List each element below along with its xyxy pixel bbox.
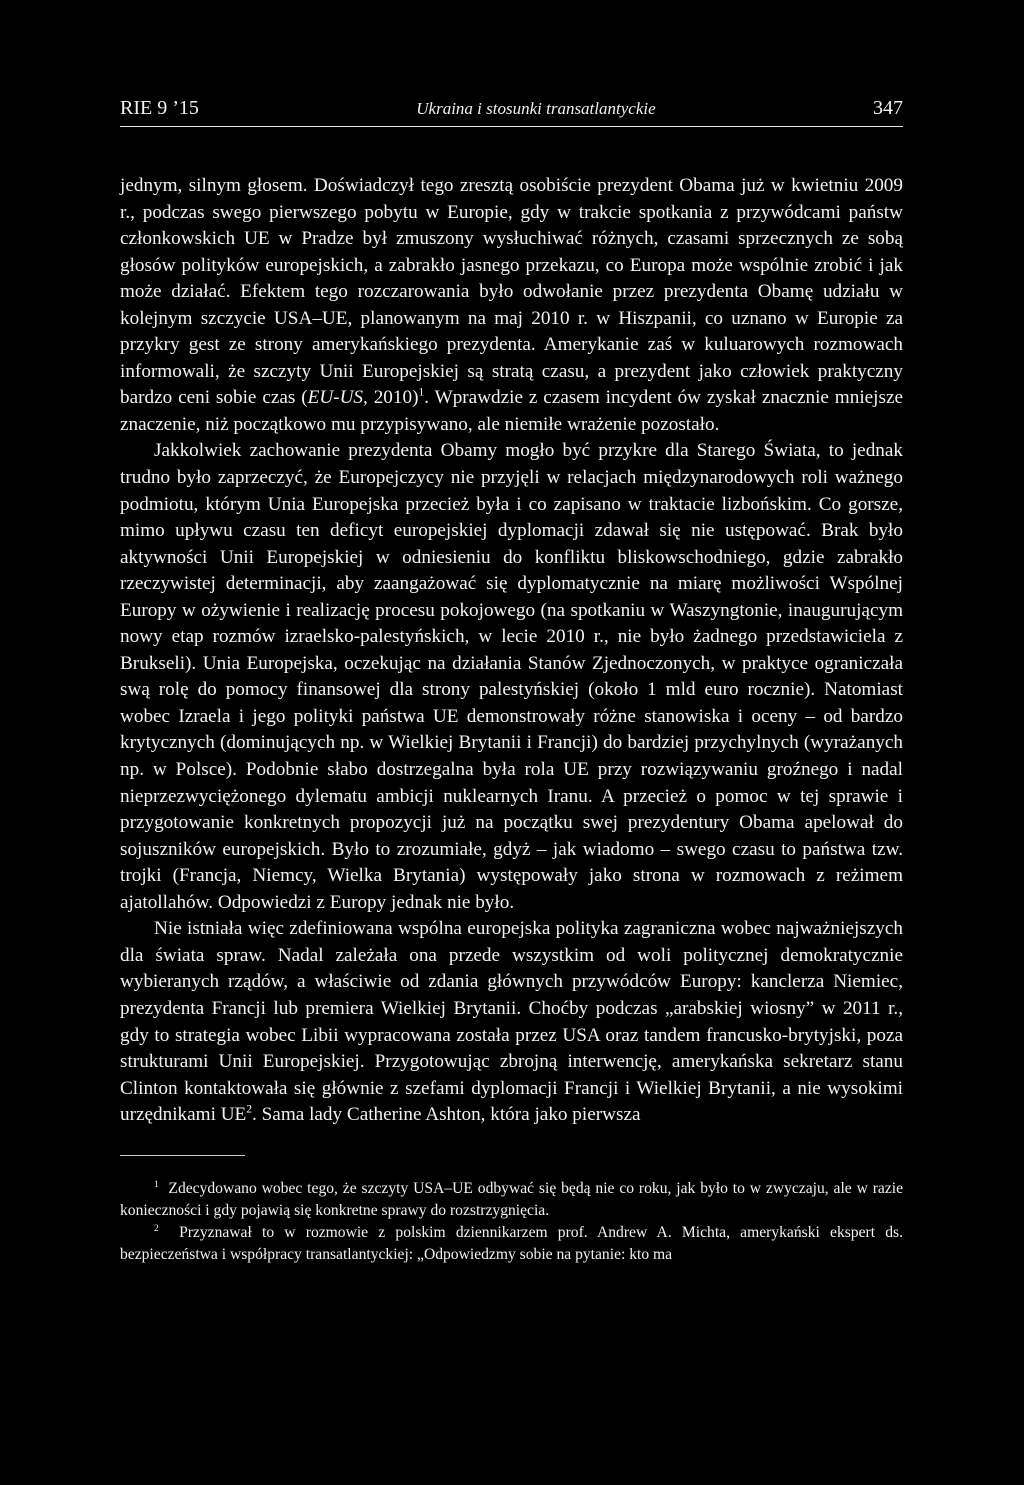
footnote-1: $^1$ Zdecydowano wobec tego, że szczyty USA–UE odbywać się będą nie co roku, jak było to w zwyczaju, ale w razie konieczności i gdy pojawią się konkretne sprawy do rozstrzygnięcia.	[120, 1179, 903, 1219]
footnote-number-1: 1	[154, 1179, 159, 1190]
running-title: Ukraina i stosunki transatlantyckie	[416, 99, 656, 118]
page-number: 347	[873, 97, 903, 119]
footnote-2: $^2$ Przyznawał to w rozmowie z polskim dziennikarzem prof. Andrew A. Michta, amerykański ekspert ds. bezpieczeństwa i współpracy transatlantyckiej: „Odpowiedzmy sobie na pytanie: kto ma	[120, 1223, 903, 1263]
footnotes	[120, 1178, 903, 1266]
running-header	[120, 96, 903, 127]
body-text	[120, 173, 903, 1129]
citation-italic: EU-US	[307, 387, 364, 409]
footnote-ref-1[interactable]: 1	[418, 386, 425, 399]
journal-issue: RIE 9 ’15	[120, 97, 199, 119]
footnote-separator	[120, 1155, 245, 1156]
paragraph-1: jednym, silnym głosem. Doświadczył tego zresztą osobiście prezydent Obama już w kwietniu 2009 r., podczas swego pierwszego pobytu w Europie, gdy w trakcie spotkania z przywódcami państw członkowskich UE w Pradze był zmuszony wysłuchiwać różnych, czasami sprzecznych ze sobą głosów polityków europejskich, a zabrakło jasnego przekazu, co Europa może wspólnie zrobić i jak może działać. Efektem tego rozczarowania było odwołanie przez prezydenta Obamę udziału w kolejnym szczycie USA–UE, planowanym na maj 2010 r. w Hiszpanii, co uznano w Europie za przykry gest ze strony amerykańskiego prezydenta. Amerykanie zaś w kuluarowych rozmowach informowali, że szczyty Unii Europejskiej są stratą czasu, a prezydent jako człowiek praktyczny bardzo ceni sobie czas (EU-US, 2010)$^1$. Wprawdzie z czasem incydent ów zyskał znacznie mniejsze znaczenie, niż początkowo mu przypisywano, ale niemiłe wrażenie pozostało.	[120, 175, 903, 435]
paragraph-2: Jakkolwiek zachowanie prezydenta Obamy mogło być przykre dla Starego Świata, to jednak trudno było zaprzeczyć, że Europejczycy nie przyjęli w relacjach międzynarodowych roli ważnego podmiotu, którym Unia Europejska przecież była i co zapisano w traktacie lizbońskim. Co gorsze, mimo upływu czasu ten deficyt europejskiej dyplomacji zdawał się nie ustępować. Brak było aktywności Unii Europejskiej w odniesieniu do konfliktu bliskowschodniego, gdzie zabrakło rzeczywistej determinacji, aby zaangażować się dyplomatycznie na miarę możliwości Wspólnej Europy w ożywienie i realizację procesu pokojowego (na spotkaniu w Waszyngtonie, inaugurującym nowy etap rozmów izraelsko-palestyńskich, w lecie 2010 r., nie było żadnego przedstawiciela z Brukseli). Unia Europejska, oczekując na działania Stanów Zjednoczonych, w praktyce ograniczała swą rolę do pomocy finansowej dla strony palestyńskiej (około 1 mld euro rocznie). Natomiast wobec Izraela i jego polityki państwa UE demonstrowały różne stanowiska i oceny – od bardzo krytycznych (dominujących np. w Wielkiej Brytanii i Francji) do bardziej przychylnych (wyrażanych np. w Polsce). Podobnie słabo dostrzegalna była rola UE przy rozwiązywaniu groźnego i nadal nieprzezwyciężonego dylematu ambicji nuklearnych Iranu. A przecież o pomoc w tej sprawie i przygotowanie konkretnych propozycji już na początku swej prezydentury Obama apelował do sojuszników europejskich. Było to zrozumiałe, gdyż – jak wiadomo – swego czasu to państwa tzw. trojki (Francja, Niemcy, Wielka Brytania) występowały jako strona w rozmowach z reżimem ajatollahów. Odpowiedzi z Europy jednak nie było.	[120, 440, 903, 913]
footnote-ref-2[interactable]: 2	[246, 1103, 253, 1116]
paragraph-3: Nie istniała więc zdefiniowana wspólna europejska polityka zagraniczna wobec najważniejszych dla świata spraw. Nadal zależała ona przede wszystkim od woli politycznej demokratycznie wybieranych rządów, a właściwie od zdania głównych przywódców Europy: kanclerza Niemiec, prezydenta Francji lub premiera Wielkiej Brytanii. Choćby podczas „arabskiej wiosny” w 2011 r., gdy to strategia wobec Libii wypracowana została przez USA oraz tandem francusko-brytyjski, poza strukturami Unii Europejskiej. Przygotowując zbrojną interwencję, amerykańska sekretarz stanu Clinton kontaktowała się głównie z szefami dyplomacji Francji i Wielkiej Brytanii, a nie wysokimi urzędnikami $UE^2$. Sama lady Catherine Ashton, która jako pierwsza	[120, 918, 903, 1126]
footnote-number-2: 2	[154, 1223, 159, 1234]
page	[120, 96, 903, 1266]
